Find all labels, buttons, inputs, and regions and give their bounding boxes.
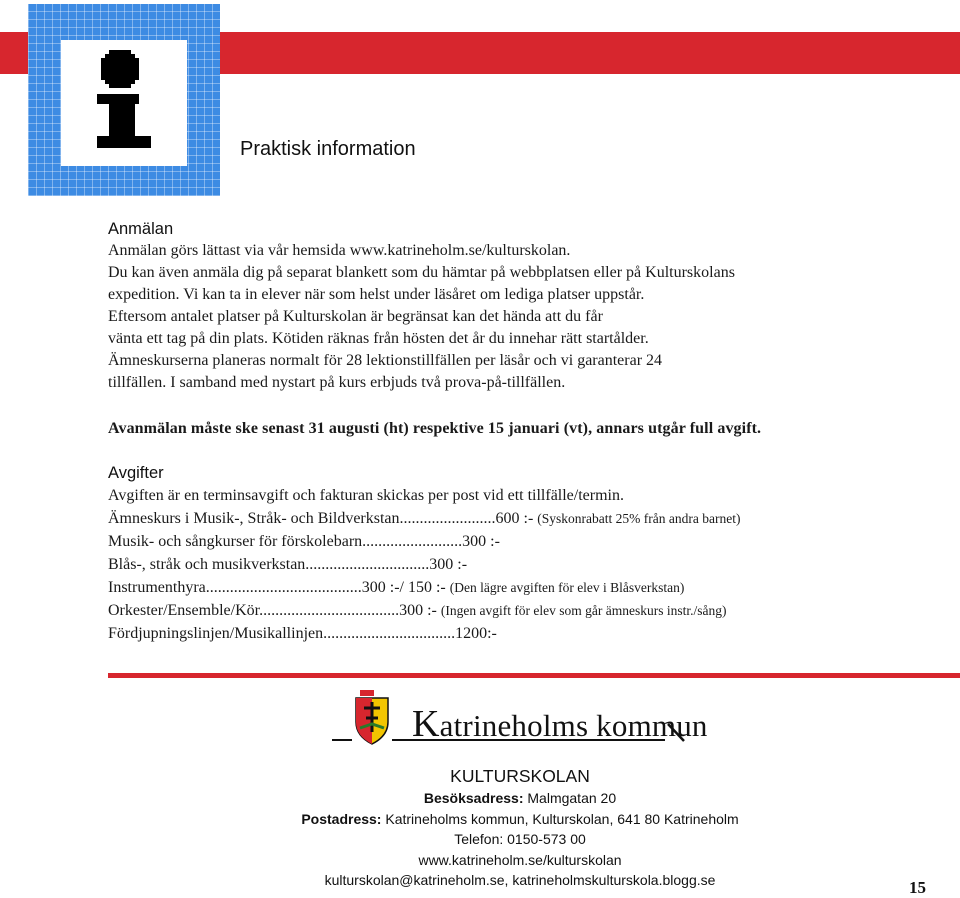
fee-row-note: (Syskonrabatt 25% från andra barnet) [537,511,741,526]
section-heading-anmalan: Anmälan [108,220,174,238]
anmalan-line: Ämneskurserna planeras normalt för 28 lektionstillfällen per läsår och vi garanterar 24 [108,352,663,369]
visit-address [240,788,800,809]
anmalan-line: expedition. Vi kan ta in elever när som helst under läsåret om lediga platser uppstår. [108,286,645,303]
website-link[interactable]: www.katrineholm.se/kulturskolan [418,851,622,868]
postal-address [240,809,800,830]
coat-of-arms-icon [356,690,388,744]
anmalan-line: tillfällen. I samband med nystart på kurs erbjuds två prova-på-tillfällen. [108,374,566,391]
fee-row-note: (Ingen avgift för elev som går ämneskurs instr./sång) [440,603,727,618]
fee-row-text: Fördjupningslinjen/Musikallinjen.................................1200:- [108,625,497,642]
anmalan-line: vänta ett tag på din plats. Kötiden räknas från hösten det år du innehar rätt startålder. [108,330,649,347]
fee-row-text: Instrumenthyra.......................................300 :-/ 150 :- [108,579,446,596]
kommun-name-rest: atrineholms kommun [439,708,708,743]
fee-row [108,530,908,553]
fee-row [108,599,908,622]
fee-row [108,622,908,645]
fee-row [108,553,908,576]
fee-row-text: Musik- och sångkurser för förskolebarn.........................300 :- [108,533,500,550]
avgifter-intro: Avgiften är en terminsavgift och fakturan skickas per post vid ett tillfälle/termin. [108,487,624,504]
kommun-name [412,702,708,746]
page-title: Praktisk information [240,138,416,160]
fee-row-text: Orkester/Ensemble/Kör...................................300 :- [108,602,437,619]
school-name: KULTURSKOLAN [450,766,590,786]
section-divider [108,673,960,678]
footer [240,764,800,891]
fee-row [108,576,908,599]
anmalan-line: Anmälan görs lättast via vår hemsida www.katrineholm.se/kulturskolan. [108,242,571,259]
postal-address-value: Katrineholms kommun, Kulturskolan, 641 80 Katrineholm [381,810,739,827]
visit-address-value: Malmgatan 20 [523,790,617,806]
fee-row-note: (Den lägre avgiften för elev i Blåsverkstan) [449,580,685,595]
deadline-notice: Avanmälan måste ske senast 31 augusti (ht) respektive 15 januari (vt), annars utgår full avgift. [108,420,762,437]
info-icon [28,4,220,196]
fee-row-text: Blås-, stråk och musikverkstan...............................300 :- [108,556,468,573]
info-icon-inner [61,40,187,166]
page-number: 15 [909,878,926,897]
visit-address-label: Besöksadress: [423,790,524,806]
fee-row-text: Ämneskurs i Musik-, Stråk- och Bildverkstan........................600 :- [108,510,534,527]
email-links[interactable]: kulturskolan@katrineholm.se, katrineholmskulturskola.blogg.se [324,872,716,888]
phone: Telefon: 0150-573 00 [454,831,586,847]
postal-address-label: Postadress: [301,810,382,827]
kommun-name-initial: K [412,703,440,745]
section-heading-avgifter: Avgifter [108,464,164,482]
anmalan-line: Eftersom antalet platser på Kulturskolan är begränsat kan det hända att du får [108,308,603,325]
anmalan-line: Du kan även anmäla dig på separat blankett som du hämtar på webbplatsen eller på Kulturskolans [108,264,735,281]
fee-row [108,507,908,530]
